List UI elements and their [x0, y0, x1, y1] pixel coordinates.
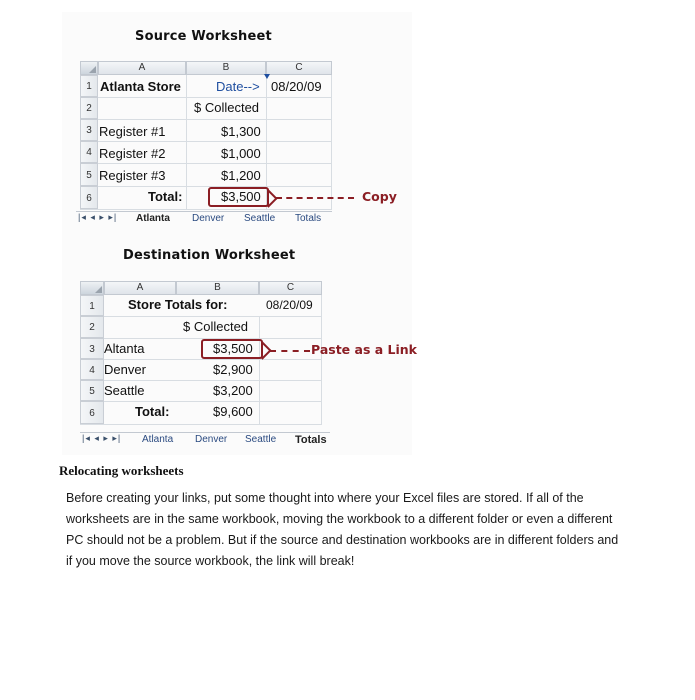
copy-annotation: Copy: [362, 189, 397, 204]
cell-a4[interactable]: Register #2: [99, 146, 166, 161]
cell-b1[interactable]: Date-->: [216, 79, 260, 94]
cell-a3[interactable]: Altanta: [104, 341, 145, 356]
comment-indicator-icon: [264, 74, 270, 79]
source-worksheet-title: Source Worksheet: [135, 29, 272, 44]
cell-b4[interactable]: $2,900: [213, 362, 253, 377]
column-header-c[interactable]: C: [259, 281, 322, 295]
sheet-nav-icon[interactable]: |◂ ◂ ▸ ▸|: [78, 212, 118, 222]
sheet-nav-icon[interactable]: |◂ ◂ ▸ ▸|: [82, 433, 122, 443]
source-sheet-tabs: [76, 211, 332, 228]
cell-b5[interactable]: $1,200: [221, 168, 261, 183]
row-header[interactable]: 2: [80, 97, 98, 119]
cell-b2[interactable]: $ Collected: [194, 100, 260, 115]
column-header-a[interactable]: A: [98, 61, 186, 75]
row-header[interactable]: 4: [80, 359, 104, 380]
cell-a1[interactable]: Store Totals for:: [128, 297, 228, 312]
row-header[interactable]: 5: [80, 380, 104, 401]
cell-b3[interactable]: $3,500: [213, 341, 253, 356]
row-header[interactable]: 5: [80, 163, 98, 186]
column-header-a[interactable]: A: [104, 281, 176, 295]
row-header[interactable]: 1: [80, 75, 98, 97]
cell-a5[interactable]: Seattle: [104, 383, 145, 398]
cell-c1[interactable]: 08/20/09: [271, 79, 322, 94]
paste-dashed-connector: [270, 350, 310, 352]
select-all-corner[interactable]: [80, 61, 98, 75]
row-header[interactable]: 6: [80, 401, 104, 424]
cell-a1[interactable]: Atlanta Store: [100, 79, 181, 94]
cell-b6[interactable]: $3,500: [221, 189, 261, 204]
cell-b4[interactable]: $1,000: [221, 146, 261, 161]
row-header[interactable]: 2: [80, 316, 104, 338]
sheet-tab-seattle[interactable]: Seattle: [244, 213, 276, 224]
column-header-c[interactable]: C: [266, 61, 332, 75]
destination-sheet-tabs: [80, 432, 330, 449]
column-header-b[interactable]: B: [186, 61, 266, 75]
sheet-tab-seattle[interactable]: Seattle: [245, 434, 277, 445]
row-header[interactable]: 3: [80, 119, 98, 141]
select-all-corner[interactable]: [80, 281, 104, 295]
sheet-tab-atlanta[interactable]: Atlanta: [136, 213, 170, 224]
cell-a4[interactable]: Denver: [104, 362, 146, 377]
cell-a6[interactable]: Total:: [135, 404, 170, 419]
sheet-tab-totals[interactable]: Totals: [295, 213, 322, 224]
destination-worksheet-title: Destination Worksheet: [123, 248, 296, 263]
sheet-tab-totals[interactable]: Totals: [295, 434, 327, 446]
paste-link-annotation: Paste as a Link: [311, 342, 417, 357]
sheet-tab-atlanta[interactable]: Atlanta: [142, 434, 174, 445]
row-header[interactable]: 6: [80, 186, 98, 209]
row-header[interactable]: 3: [80, 338, 104, 359]
cell-b3[interactable]: $1,300: [221, 124, 261, 139]
sheet-tab-denver[interactable]: Denver: [195, 434, 228, 445]
cell-b5[interactable]: $3,200: [213, 383, 253, 398]
row-header[interactable]: 1: [80, 295, 104, 316]
row-header[interactable]: 4: [80, 141, 98, 163]
cell-a5[interactable]: Register #3: [99, 168, 166, 183]
cell-a6[interactable]: Total:: [148, 189, 183, 204]
section-body: Before creating your links, put some thought into where your Excel files are stored. If all of the worksheets are in the same workbook, moving the workbook to a different folder or even a different PC should not be a problem. But if the source and destination workbooks are in different folders and if you move the source workbook, the link will break!: [66, 491, 619, 568]
cell-b6[interactable]: $9,600: [213, 404, 253, 419]
cell-c1[interactable]: 08/20/09: [266, 298, 313, 312]
cell-a3[interactable]: Register #1: [99, 124, 166, 139]
column-header-b[interactable]: B: [176, 281, 259, 295]
sheet-tab-denver[interactable]: Denver: [192, 213, 225, 224]
copy-dashed-connector: [276, 197, 354, 199]
cell-b2[interactable]: $ Collected: [183, 319, 249, 334]
section-heading: Relocating worksheets: [59, 463, 184, 478]
